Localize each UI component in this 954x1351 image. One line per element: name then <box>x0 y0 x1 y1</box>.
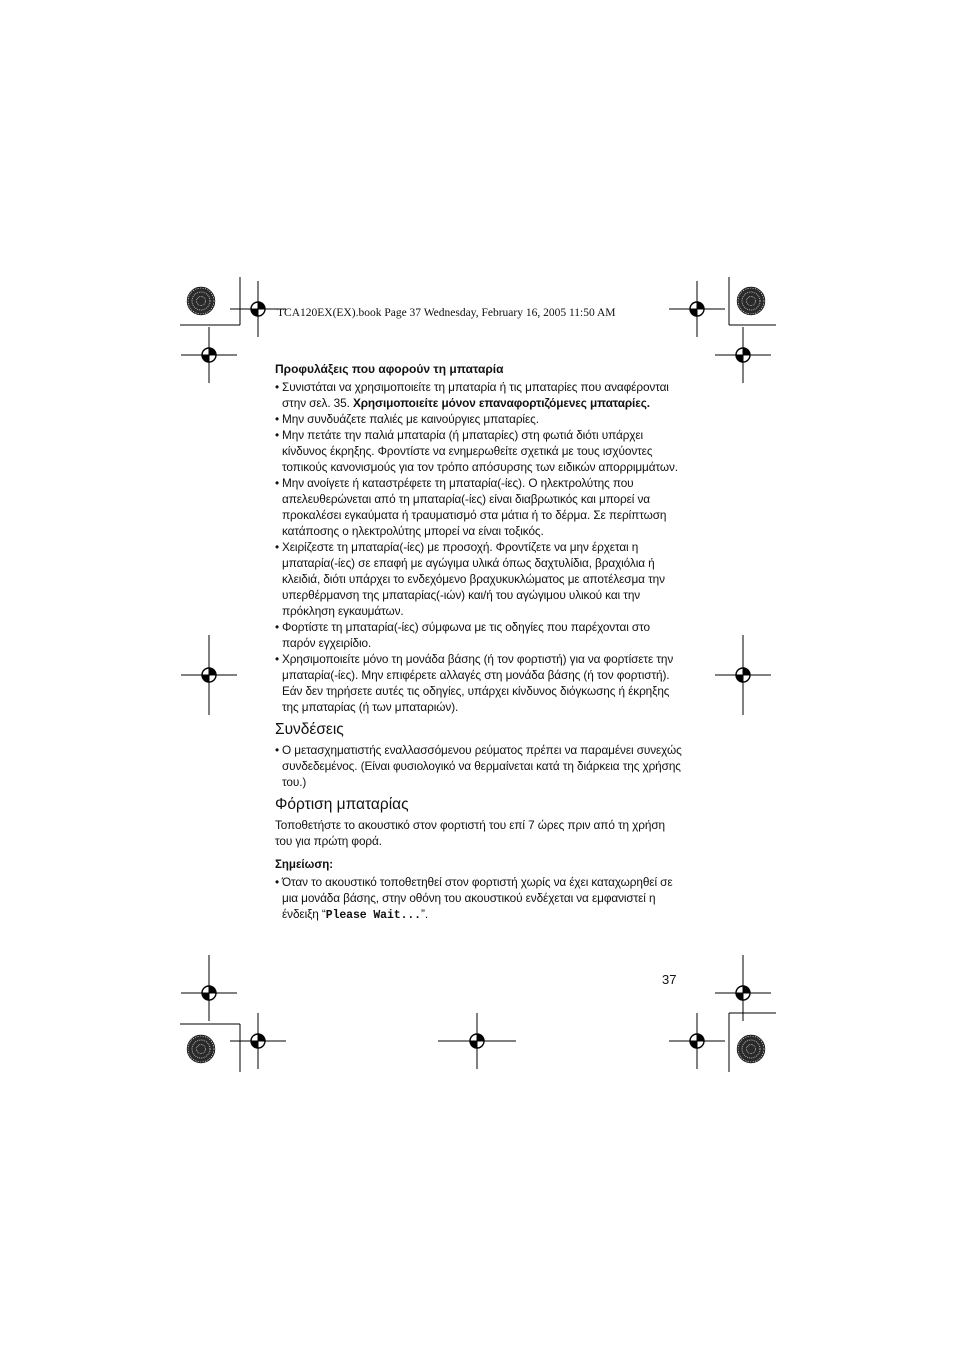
registration-mark-left-upper <box>181 327 237 383</box>
note-list <box>275 874 685 924</box>
battery-precautions-section <box>275 361 685 715</box>
registration-mark-right-upper <box>715 327 771 383</box>
charging-text: Τοποθετήστε το ακουστικό στον φορτιστή του επί 7 ώρες πριν από τη χρήση του για πρώτη φορά. <box>275 818 665 848</box>
list-item: • Μην συνδυάζετε παλιές με καινούργιες μπαταρίες. <box>275 411 685 427</box>
list-item: • Χειρίζεστε τη μπαταρία(-ίες) με προσοχή. Φροντίζετε να μην έρχεται η μπαταρία(-ίες) σε επαφή με αγώγιμα υλικά όπως δαχτυλίδια, βραχιόλια ή κλειδιά, διότι υπάρχει το ενδεχόμενο βραχυκυκλώματος με αποτέλεσμα την υπερθέρμανση της μπαταρίας(-ιών) και/ή του αγώγιμου υλικού και την πρόκληση εγκαυμάτων. <box>275 539 685 619</box>
battery-precautions-list <box>275 379 685 715</box>
print-header-line: TCA120EX(EX).book Page 37 Wednesday, February 16, 2005 11:50 AM <box>277 307 616 319</box>
note-title: Σημείωση: <box>275 859 334 871</box>
charging-heading: Φόρτιση μπαταρίας <box>275 796 409 813</box>
connections-list <box>275 742 685 790</box>
registration-mark-bottom-left <box>230 1013 286 1069</box>
connections-section <box>275 720 685 790</box>
list-item <box>275 379 685 411</box>
display-message: Please Wait... <box>325 909 421 922</box>
note-end: ”. <box>420 907 428 921</box>
charging-section <box>275 795 685 924</box>
registration-mark-top-right <box>669 281 725 337</box>
battery-precautions-title: Προφυλάξεις που αφορούν τη μπαταρία <box>275 362 504 376</box>
note-text: Όταν το ακουστικό τοποθετηθεί στον φορτιστή χωρίς να έχει καταχωρηθεί σε μια μονάδα βάσης, στην οθόνη του ακουστικού ενδέχεται να εμφανιστεί η ένδειξη “ <box>282 875 673 921</box>
list-item: • Χρησιμοποιείτε μόνο τη μονάδα βάσης (ή τον φορτιστή) για να φορτίσετε την μπαταρία(-ίες). Μην επιφέρετε αλλαγές στη μονάδα βάσης (ή τον φορτιστή). Εάν δεν τηρήσετε αυτές τις οδηγίες, υπάρχει κίνδυνος διόγκωσης ή έκρηξης της μπαταρίας (ή των μπαταριών). <box>275 651 685 715</box>
list-item: • Μην ανοίγετε ή καταστρέφετε τη μπαταρία(-ίες). Ο ηλεκτρολύτης που απελευθερώνεται από τη μπαταρία(-ίες) είναι διαβρωτικός και μπορεί να προκαλέσει εγκαύματα ή τραυματισμό στα μάτια ή το δέρμα. Σε περίπτωση κατάποσης ο ηλεκτρολύτης μπορεί να είναι τοξικός. <box>275 475 685 539</box>
list-item: • Μην πετάτε την παλιά μπαταρία (ή μπαταρίες) στη φωτιά διότι υπάρχει κίνδυνος έκρηξης. Φροντίστε να ενημερωθείτε σχετικά με τους ισχύοντες τοπικούς κανονισμούς για τον τρόπο απόσυρσης των ειδικών απορριμμάτων. <box>275 427 685 475</box>
list-item: • Ο μετασχηματιστής εναλλασσόμενου ρεύματος πρέπει να παραμένει συνεχώς συνδεδεμένος. (Είναι φυσιολογικό να θερμαίνεται κατά τη διάρκεια της χρήσης του.) <box>275 742 685 790</box>
registration-mark-bottom-right <box>669 1013 725 1069</box>
list-item <box>275 874 685 924</box>
page-content <box>275 361 685 924</box>
page-number: 37 <box>662 972 677 987</box>
star-target-bottom-right <box>737 1035 765 1063</box>
connections-heading: Συνδέσεις <box>275 721 344 738</box>
list-item: • Φορτίστε τη μπαταρία(-ίες) σύμφωνα με τις οδηγίες που παρέχονται στο παρόν εγχειρίδιο. <box>275 619 685 651</box>
star-target-top-right <box>737 287 765 315</box>
star-target-top-left <box>187 287 215 315</box>
list-item-text: Συνιστάται να χρησιμοποιείτε τη μπαταρία ή τις μπαταρίες που αναφέρονται στην σελ. 35. <box>282 380 669 410</box>
star-target-bottom-left <box>187 1035 215 1063</box>
list-item-emphasis: Χρησιμοποιείτε μόνον επαναφορτιζόμενες μπαταρίες. <box>352 396 650 410</box>
